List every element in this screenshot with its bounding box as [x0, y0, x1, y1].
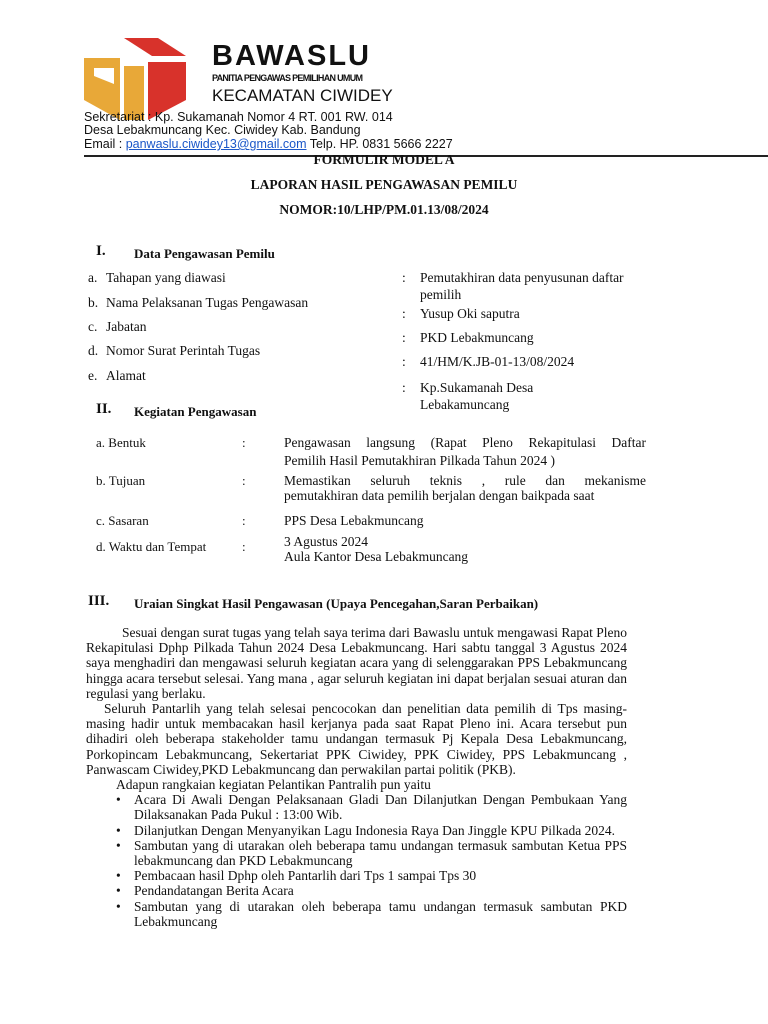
kegiatan-sasaran-label: c. Sasaran	[96, 513, 149, 528]
list-item: • Pembacaan hasil Dphp oleh Pantarlih dari Tps 1 sampai Tps 30	[86, 868, 627, 883]
section-1-roman: I.	[96, 243, 106, 259]
org-subtitle: PANITIA PENGAWAS PEMILIHAN UMUM	[212, 73, 363, 83]
contact-line	[84, 137, 453, 151]
colon-c: :	[402, 330, 406, 345]
colon-a: :	[402, 270, 406, 285]
form-model: FORMULIR MODEL A	[313, 152, 455, 167]
section-1-heading: Data Pengawasan Pemilu	[134, 246, 275, 261]
value-tahapan-1: Pemutakhiran data penyusunan daftar	[420, 270, 624, 285]
paragraph-2: Seluruh Pantarlih yang telah selesai pencocokan dan penelitian data pemilih di Tps masing-masing hadir untuk membacakan hasil kerjanya pada saat Rapat Pleno ini. Acara tersebut pun dihadiri oleh beberapa stakeholder tamu undangan termasuk Pj Kepala Desa Lebakmuncang, Porkopincam Lebakmuncang, Sekertariat PPK Ciwidey, PPK Ciwidey, PPS Lebakmuncang , Panwascam Ciwidey,PKD Lebakmuncang dan perwakilan partai politik (PKB).	[86, 701, 627, 777]
list-item: • Sambutan yang di utarakan oleh beberapa tamu undangan termasuk sambutan PKD Lebakmuncang	[86, 899, 627, 929]
item-e-letter: e.	[88, 368, 98, 383]
org-unit: KECAMATAN CIWIDEY	[212, 86, 393, 105]
item-c-letter: c.	[88, 319, 98, 334]
kegiatan-sasaran-value: PPS Desa Lebakmuncang	[284, 513, 424, 528]
email-link[interactable]: panwaslu.ciwidey13@gmail.com	[125, 137, 307, 151]
list-item: • Sambutan yang di utarakan oleh beberapa tamu undangan termasuk sambutan Ketua PPS lebakmuncang dan PKD Lebakmuncang	[86, 838, 627, 868]
list-item: • Acara Di Awali Dengan Pelaksanaan Gladi Dan Dilanjutkan Dengan Pembukaan Yang Dilaksanakan Pada Pukul : 13:00 Wib.	[86, 792, 627, 822]
colon-d: :	[402, 354, 406, 369]
value-jabatan: PKD Lebakmuncang	[420, 330, 534, 345]
org-name: BAWASLU	[212, 40, 371, 72]
item-d-label: Nomor Surat Perintah Tugas	[106, 343, 261, 358]
colon-b: :	[402, 306, 406, 321]
kegiatan-bentuk-colon: :	[242, 435, 246, 450]
address-line-2: Desa Lebakmuncang Kec. Ciwidey Kab. Bandung	[84, 123, 361, 137]
paragraph-3: Adapun rangkaian kegiatan Pelantikan Pantralih pun yaitu	[116, 777, 431, 793]
item-a-label: Tahapan yang diawasi	[106, 270, 226, 285]
bawaslu-logo	[84, 38, 186, 120]
item-e-label: Alamat	[106, 368, 146, 383]
kegiatan-tujuan-colon: :	[242, 473, 246, 488]
item-a-letter: a.	[88, 270, 98, 285]
kegiatan-waktu-label: d. Waktu dan Tempat	[96, 539, 207, 554]
activity-list	[86, 792, 627, 929]
item-b-label: Nama Pelaksanan Tugas Pengawasan	[106, 295, 309, 310]
kegiatan-waktu-place: Aula Kantor Desa Lebakmuncang	[284, 549, 469, 564]
item-c-label: Jabatan	[106, 319, 147, 334]
email-label: Email :	[84, 137, 126, 151]
colon-e: :	[402, 380, 406, 395]
section-2-roman: II.	[96, 401, 112, 417]
form-number: NOMOR:10/LHP/PM.01.13/08/2024	[279, 202, 489, 217]
kegiatan-bentuk-label: a. Bentuk	[96, 435, 146, 450]
form-title: LAPORAN HASIL PENGAWASAN PEMILU	[250, 177, 518, 192]
kegiatan-tujuan-line-2: pemutakhiran data pemilih berjalan dengan baikpada saat	[284, 488, 595, 503]
item-d-letter: d.	[88, 343, 99, 358]
kegiatan-tujuan-line-1: Memastikan seluruh teknis , rule dan mekanisme	[284, 473, 646, 488]
kegiatan-bentuk-line-2: Pemilih Hasil Pemutakhiran Pilkada Tahun 2024 )	[284, 453, 556, 468]
section-3-roman: III.	[88, 593, 110, 609]
kegiatan-waktu-date: 3 Agustus 2024	[284, 534, 369, 549]
report-body	[86, 625, 627, 929]
value-alamat-1: Kp.Sukamanah Desa	[420, 380, 534, 395]
address-line-1: Sekretariat : Kp. Sukamanah Nomor 4 RT. 001 RW. 014	[84, 110, 393, 124]
section-2-heading: Kegiatan Pengawasan	[134, 404, 257, 419]
kegiatan-bentuk-line-1: Pengawasan langsung (Rapat Pleno Rekapitulasi Daftar	[284, 435, 646, 450]
list-item: • Dilanjutkan Dengan Menyanyikan Lagu Indonesia Raya Dan Jinggle KPU Pilkada 2024.	[86, 823, 627, 838]
section-3-heading: Uraian Singkat Hasil Pengawasan (Upaya Pencegahan,Saran Perbaikan)	[134, 596, 539, 611]
logo-red-top	[124, 38, 186, 56]
value-nama: Yusup Oki saputra	[420, 306, 520, 321]
kegiatan-sasaran-colon: :	[242, 513, 246, 528]
list-item: • Pendandatangan Berita Acara	[86, 883, 627, 898]
item-b-letter: b.	[88, 295, 99, 310]
value-alamat-2: Lebakamuncang	[420, 397, 510, 412]
phone: Telp. HP. 0831 5666 2227	[306, 137, 453, 151]
paragraph-1: Sesuai dengan surat tugas yang telah saya terima dari Bawaslu untuk mengawasi Rapat Pleno Rekapitulasi Dphp Pilkada Tahun 2024 Desa Lebakmuncang. Hari sabtu tanggal 3 Agustus 2024 saya menghadiri dan mengawasi seluruh kegiatan acara yang di selenggarakan PPS Lebakmuncang hingga acara tersebut selesai. Yang mana , agar seluruh kegiatan ini dapat berjalan sesuai aturan dan regulasi yang berlaku.	[86, 625, 627, 701]
kegiatan-waktu-colon: :	[242, 539, 246, 554]
value-tahapan-2: pemilih	[420, 287, 462, 302]
kegiatan-tujuan-label: b. Tujuan	[96, 473, 146, 488]
value-nomor: 41/HM/K.JB-01-13/08/2024	[420, 354, 575, 369]
